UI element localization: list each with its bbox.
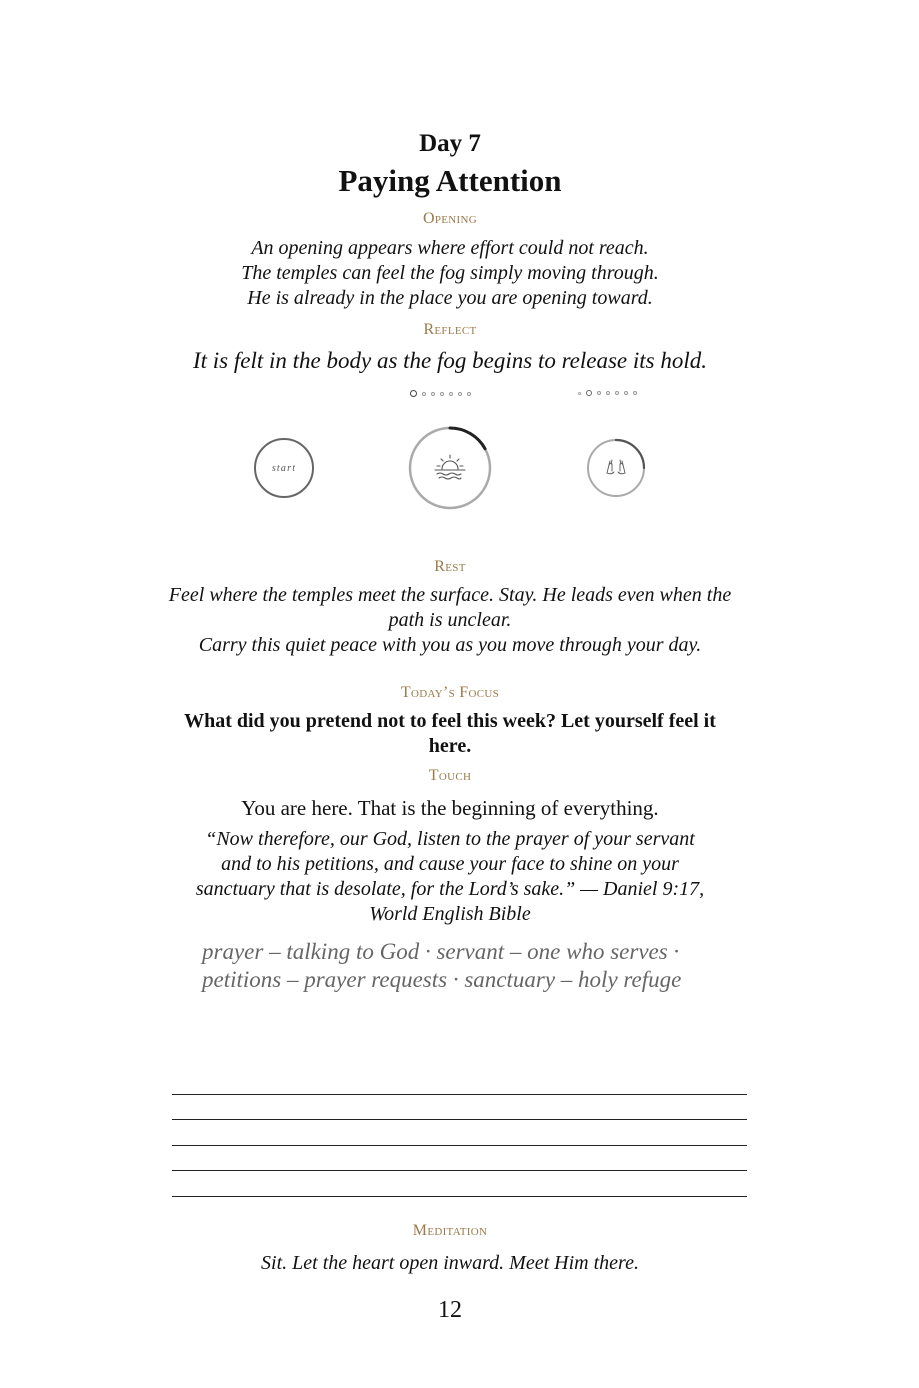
page-number: 12: [438, 1297, 462, 1323]
step-dot[interactable]: [431, 392, 435, 396]
meditation-text: Sit. Let the heart open inward. Meet Him there.: [261, 1252, 639, 1274]
day-number: Day 7: [419, 130, 481, 157]
opening-line: An opening appears where effort could not reach.: [251, 237, 649, 259]
step-dot[interactable]: [615, 391, 619, 395]
rest-text: [165, 583, 735, 658]
sunrise-over-water-icon: [435, 455, 465, 479]
opening-text: [150, 236, 750, 311]
step-dot[interactable]: [422, 392, 426, 396]
progress-arc: [450, 428, 485, 449]
step-dot[interactable]: [597, 391, 601, 395]
start-button[interactable]: start: [254, 438, 314, 498]
prayer-progress-ring[interactable]: [585, 437, 647, 499]
scripture-verse: “Now therefore, our God, listen to the prayer of your servant and to his petitions, and cause your face to shine on your sanctuary that is desolate, for the Lord’s sake.” — Daniel 9:17, World English Bible: [195, 828, 705, 925]
journal-line[interactable]: [172, 1196, 747, 1197]
step-dot[interactable]: [578, 392, 581, 395]
opening-line: The temples can feel the fog simply moving through.: [241, 262, 659, 284]
focus-question: What did you pretend not to feel this week? Let yourself feel it here.: [184, 710, 716, 757]
breath-progress-ring[interactable]: [406, 424, 494, 512]
touch-label: Touch: [428, 767, 472, 784]
word-glossary: prayer – talking to God · servant – one who serves · petitions – prayer requests · sanctuary – holy refuge: [202, 939, 682, 992]
praying-hands-icon: [607, 460, 625, 474]
journal-line[interactable]: [172, 1145, 747, 1146]
reflect-label: Reflect: [423, 321, 477, 338]
journal-line[interactable]: [172, 1170, 747, 1171]
focus-label: Today’s Focus: [400, 684, 500, 701]
rest-label: Rest: [434, 558, 466, 575]
step-dot[interactable]: [467, 392, 471, 396]
step-dot[interactable]: [440, 392, 444, 396]
opening-label: Opening: [423, 210, 477, 227]
step-dot[interactable]: [606, 391, 610, 395]
step-dot[interactable]: [410, 390, 417, 397]
step-dots-right: [578, 390, 637, 396]
journal-line[interactable]: [172, 1094, 747, 1095]
journal-line[interactable]: [172, 1119, 747, 1120]
step-dot[interactable]: [449, 392, 453, 396]
reflect-text: It is felt in the body as the fog begins to release its hold.: [192, 348, 708, 373]
page-title: Paying Attention: [338, 163, 562, 198]
step-dot[interactable]: [633, 391, 637, 395]
opening-line: He is already in the place you are opening toward.: [247, 287, 653, 309]
step-dot[interactable]: [586, 390, 592, 396]
touch-text: You are here. That is the beginning of everything.: [241, 796, 659, 820]
step-dots-left: [410, 390, 471, 397]
step-dot[interactable]: [624, 391, 628, 395]
rest-line: Feel where the temples meet the surface. Stay. He leads even when the path is unclear.: [168, 584, 732, 631]
rest-line: Carry this quiet peace with you as you move through your day.: [198, 634, 702, 656]
meditation-label: Meditation: [412, 1222, 488, 1239]
step-dot[interactable]: [458, 392, 462, 396]
